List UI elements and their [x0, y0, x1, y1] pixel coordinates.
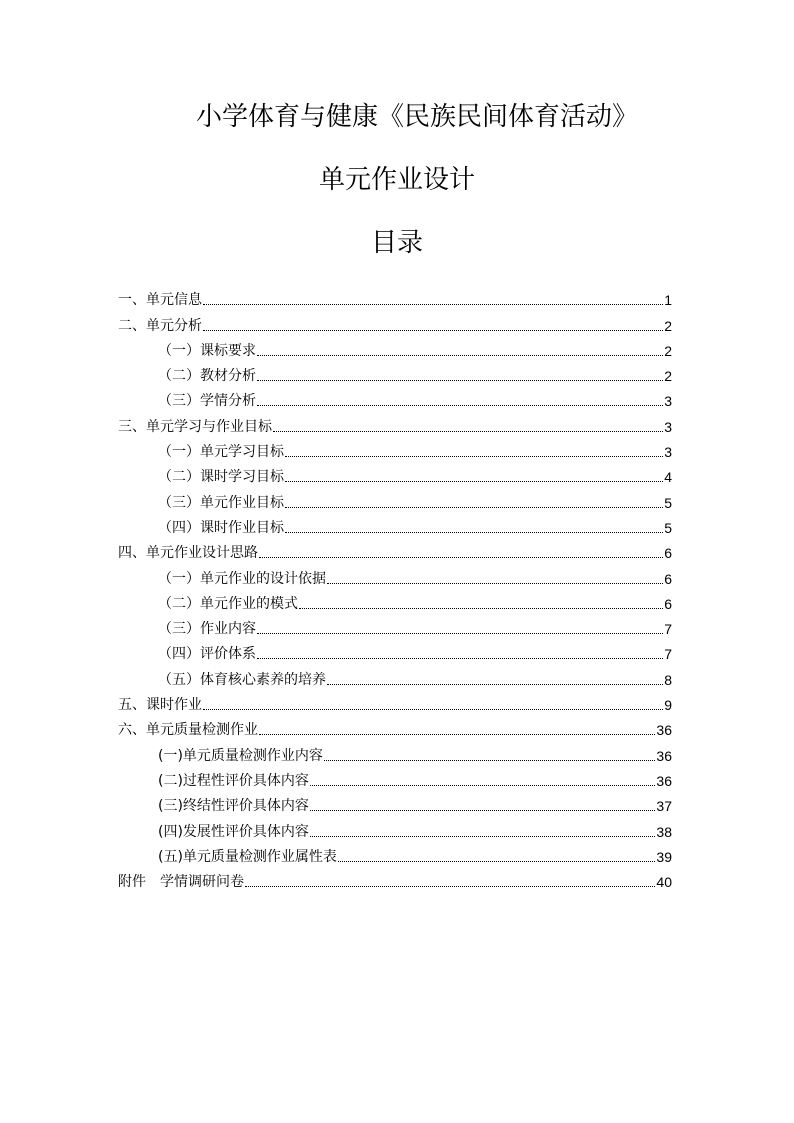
toc-entry-label: 附件 学情调研问卷 [118, 874, 244, 891]
toc-entry-page-number: 36 [656, 722, 672, 739]
toc-entry-page-number: 6 [664, 595, 672, 612]
toc-entry-label: （二）教材分析 [158, 368, 256, 385]
toc-dot-leader [257, 380, 663, 381]
toc-entry[interactable] [118, 562, 672, 587]
toc-entry-label: （一）课标要求 [158, 342, 256, 359]
toc-entry-label: (二)过程性评价具体内容 [158, 772, 309, 789]
toc-dot-leader [285, 507, 663, 508]
toc-entry-label: 六、单元质量检测作业 [118, 722, 258, 739]
toc-entry-label: 二、单元分析 [118, 317, 202, 334]
toc-dot-leader [257, 633, 663, 634]
toc-entry[interactable] [118, 461, 672, 486]
toc-entry-page-number: 39 [656, 848, 672, 865]
toc-entry-label: (四)发展性评价具体内容 [158, 823, 309, 840]
toc-dot-leader [259, 557, 663, 558]
toc-entry-page-number: 3 [664, 393, 672, 410]
toc-entry-label: （一）单元学习目标 [158, 444, 284, 461]
toc-dot-leader [257, 405, 663, 406]
toc-dot-leader [257, 658, 663, 659]
toc-entry-label: （五）体育核心素养的培养 [158, 671, 326, 688]
toc-entry[interactable] [118, 841, 672, 866]
toc-entry-label: 一、单元信息 [118, 292, 202, 309]
toc-heading: 目录 [370, 228, 423, 258]
toc-dot-leader [203, 709, 663, 710]
toc-entry-page-number: 2 [664, 317, 672, 334]
toc-entry[interactable] [118, 309, 672, 334]
toc-entry[interactable] [118, 790, 672, 815]
toc-entry[interactable] [118, 385, 672, 410]
toc-entry-page-number: 6 [664, 570, 672, 587]
toc-entry[interactable] [118, 663, 672, 688]
toc-entry-label: （三）单元作业目标 [158, 494, 284, 511]
toc-entry-label: （一）单元作业的设计依据 [158, 570, 326, 587]
toc-dot-leader [285, 456, 663, 457]
toc-entry-page-number: 8 [664, 671, 672, 688]
toc-entry[interactable] [118, 588, 672, 613]
toc-dot-leader [259, 734, 655, 735]
toc-dot-leader [327, 583, 663, 584]
toc-entry[interactable] [118, 866, 672, 891]
toc-entry-page-number: 2 [664, 368, 672, 385]
toc-entry-page-number: 5 [664, 494, 672, 511]
toc-dot-leader [299, 608, 663, 609]
toc-dot-leader [273, 431, 663, 432]
toc-entry-page-number: 38 [656, 823, 672, 840]
toc-entry[interactable] [118, 512, 672, 537]
toc-entry[interactable] [118, 486, 672, 511]
toc-dot-leader [327, 684, 663, 685]
toc-entry[interactable] [118, 284, 672, 309]
toc-entry[interactable] [118, 765, 672, 790]
toc-entry-page-number: 1 [664, 292, 672, 309]
toc-entry[interactable] [118, 613, 672, 638]
toc-entry[interactable] [118, 360, 672, 385]
toc-entry-page-number: 36 [656, 772, 672, 789]
toc-entry-page-number: 9 [664, 697, 672, 714]
toc-dot-leader [310, 836, 655, 837]
toc-entry-page-number: 4 [664, 469, 672, 486]
toc-entry-page-number: 3 [664, 444, 672, 461]
toc-dot-leader [285, 481, 663, 482]
toc-entry[interactable] [118, 714, 672, 739]
toc-entry[interactable] [118, 410, 672, 435]
toc-dot-leader [324, 760, 655, 761]
toc-entry-page-number: 7 [664, 621, 672, 638]
toc-entry[interactable] [118, 436, 672, 461]
toc-entry[interactable] [118, 815, 672, 840]
document-title: 小学体育与健康《民族民间体育活动》 [195, 102, 638, 132]
toc-dot-leader [245, 886, 655, 887]
toc-dot-leader [310, 810, 655, 811]
toc-entry[interactable] [118, 739, 672, 764]
toc-entry-page-number: 7 [664, 646, 672, 663]
toc-entry-label: (五)单元质量检测作业属性表 [158, 848, 337, 865]
toc-dot-leader [285, 532, 663, 533]
toc-entry[interactable] [118, 689, 672, 714]
toc-entry-label: （三）作业内容 [158, 621, 256, 638]
toc-entry-label: （二）课时学习目标 [158, 469, 284, 486]
toc-dot-leader [338, 861, 655, 862]
toc-entry-page-number: 5 [664, 519, 672, 536]
toc-entry-label: 四、单元作业设计思路 [118, 545, 258, 562]
toc-dot-leader [310, 785, 655, 786]
toc-entry[interactable] [118, 335, 672, 360]
toc-entry-label: 三、单元学习与作业目标 [118, 418, 272, 435]
document-subtitle: 单元作业设计 [318, 165, 475, 195]
toc-entry-label: （四）课时作业目标 [158, 519, 284, 536]
toc-entry-label: （三）学情分析 [158, 393, 256, 410]
toc-entry-label: （二）单元作业的模式 [158, 595, 298, 612]
toc-entry-page-number: 36 [656, 747, 672, 764]
toc-entry-page-number: 3 [664, 418, 672, 435]
toc-dot-leader [257, 355, 663, 356]
toc-entry[interactable] [118, 537, 672, 562]
toc-entry-page-number: 40 [656, 874, 672, 891]
toc-entry-page-number: 37 [656, 798, 672, 815]
table-of-contents [118, 284, 672, 891]
toc-entry-page-number: 2 [664, 342, 672, 359]
toc-entry-label: (三)终结性评价具体内容 [158, 798, 309, 815]
toc-entry-page-number: 6 [664, 545, 672, 562]
toc-entry-label: （四）评价体系 [158, 646, 256, 663]
toc-dot-leader [203, 304, 663, 305]
toc-entry-label: (一)单元质量检测作业内容 [158, 747, 323, 764]
toc-entry[interactable] [118, 638, 672, 663]
toc-entry-label: 五、课时作业 [118, 697, 202, 714]
toc-dot-leader [203, 330, 663, 331]
